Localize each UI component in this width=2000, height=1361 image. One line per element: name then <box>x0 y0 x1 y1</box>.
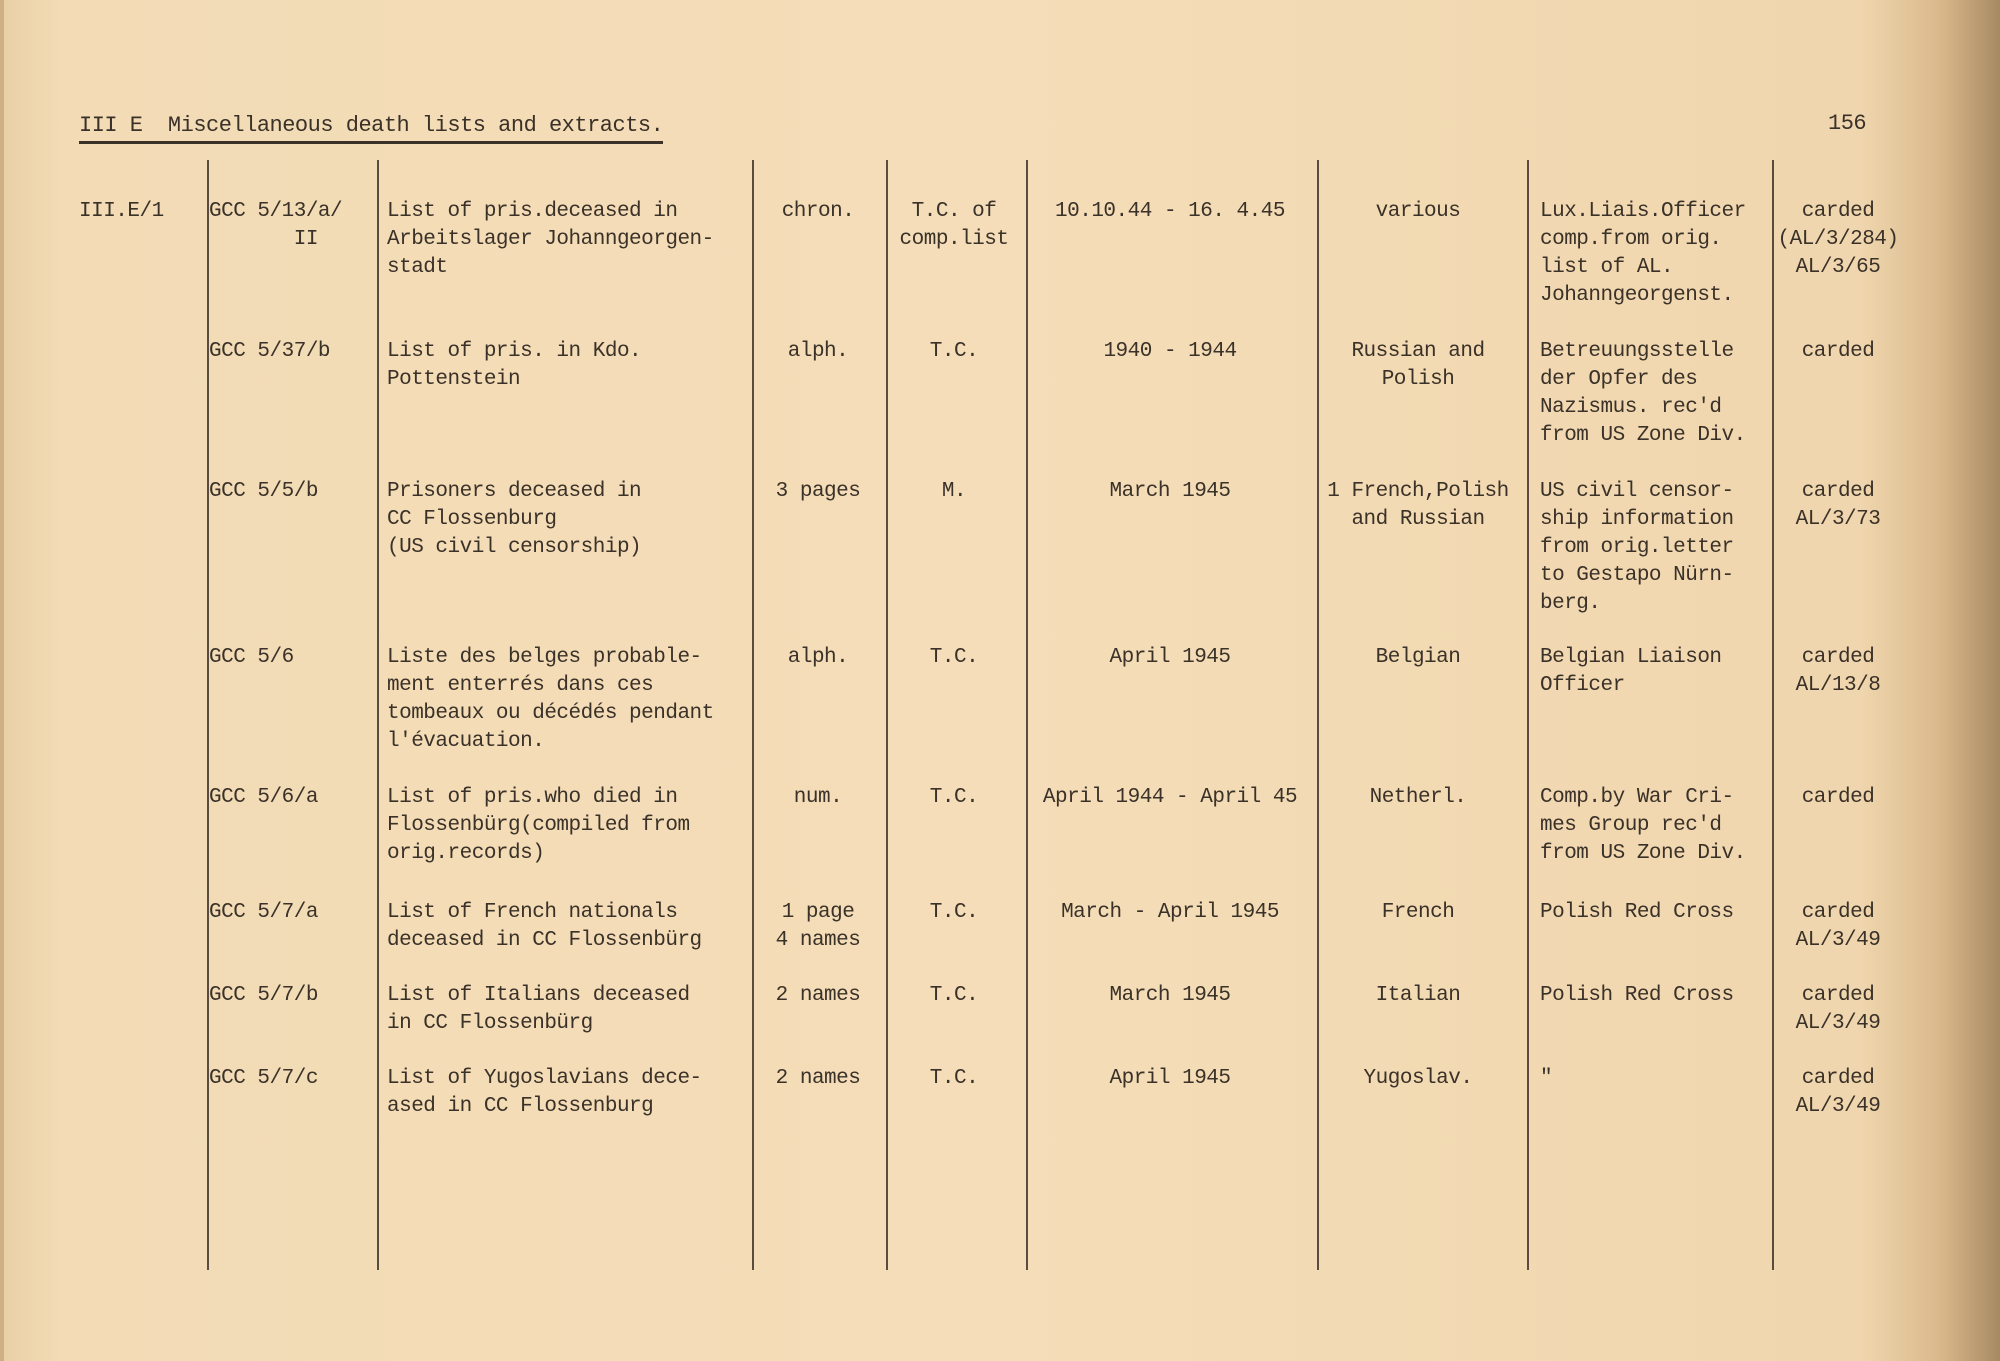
cell-dates: March 1945 <box>1109 984 1231 1007</box>
page-number: 156 <box>1828 111 1867 136</box>
cell-extent: 2 names <box>775 1067 861 1090</box>
cell-ref: GCC 5/7/a <box>209 901 318 924</box>
cell-extent: chron. <box>781 200 855 223</box>
cell-nationality: French <box>1381 901 1455 924</box>
cell-description: List of pris. in Kdo. Pottenstein <box>387 340 642 391</box>
cell-type: T.C. <box>929 901 979 924</box>
cell-type: T.C. of comp.list <box>899 200 1009 251</box>
cell-nationality: Belgian <box>1375 646 1461 669</box>
cell-extent: 3 pages <box>775 480 861 503</box>
cell-extent: num. <box>793 786 843 809</box>
cell-nationality: Netherl. <box>1369 786 1467 809</box>
cell-remarks: carded (AL/3/284) AL/3/65 <box>1777 200 1899 279</box>
cell-ref: GCC 5/37/b <box>209 340 331 363</box>
cell-description: List of French nationals deceased in CC Flossenbürg <box>387 901 702 952</box>
cell-source: Polish Red Cross <box>1540 984 1734 1007</box>
cell-description: Liste des belges probable- ment enterrés dans ces tombeaux ou décédés pendant l'évacuation. <box>387 646 714 753</box>
cell-remarks: carded AL/3/49 <box>1795 984 1881 1035</box>
cell-description: List of pris.deceased in Arbeitslager Johanngeorgen- stadt <box>387 200 714 279</box>
cell-nationality: Yugoslav. <box>1363 1067 1473 1090</box>
cell-description: Prisoners deceased in CC Flossenburg (US civil censorship) <box>387 480 642 559</box>
cell-nationality: various <box>1375 200 1461 223</box>
cell-source: Comp.by War Cri- mes Group rec'd from US Zone Div. <box>1540 786 1746 865</box>
cell-source: US civil censor- ship information from orig.letter to Gestapo Nürn- berg. <box>1540 480 1734 615</box>
cell-type: T.C. <box>929 786 979 809</box>
cell-dates: March - April 1945 <box>1061 901 1279 924</box>
cell-source: Belgian Liaison Officer <box>1540 646 1722 697</box>
cell-source: Betreuungsstelle der Opfer des Nazismus. rec'd from US Zone Div. <box>1540 340 1746 447</box>
column-divider <box>377 160 379 1270</box>
cell-dates: 1940 - 1944 <box>1103 340 1237 363</box>
cell-source: Polish Red Cross <box>1540 901 1734 924</box>
cell-remarks: carded AL/13/8 <box>1795 646 1881 697</box>
cell-nationality: Italian <box>1375 984 1461 1007</box>
column-divider <box>752 160 754 1270</box>
cell-ref: GCC 5/13/a/ II <box>209 200 343 251</box>
cell-type: T.C. <box>929 646 979 669</box>
cell-ref: GCC 5/7/b <box>209 984 318 1007</box>
cell-description: List of Yugoslavians dece- ased in CC Flossenburg <box>387 1067 702 1118</box>
column-divider <box>1527 160 1529 1270</box>
cell-remarks: carded <box>1801 786 1875 809</box>
column-divider <box>207 160 209 1270</box>
cell-remarks: carded AL/3/49 <box>1795 1067 1881 1118</box>
cell-type: M. <box>941 480 967 503</box>
column-divider <box>1026 160 1028 1270</box>
cell-type: T.C. <box>929 1067 979 1090</box>
cell-ref: GCC 5/6 <box>209 646 294 669</box>
cell-extent: 1 page 4 names <box>775 901 861 952</box>
cell-type: T.C. <box>929 984 979 1007</box>
cell-ref: GCC 5/6/a <box>209 786 318 809</box>
cell-source: Lux.Liais.Officer comp.from orig. list of AL. Johanngeorgenst. <box>1540 200 1746 307</box>
cell-remarks: carded AL/3/49 <box>1795 901 1881 952</box>
cell-nationality: Russian and Polish <box>1351 340 1485 391</box>
cell-dates: April 1944 - April 45 <box>1042 786 1298 809</box>
section-id: III.E/1 <box>79 200 164 223</box>
cell-dates: April 1945 <box>1109 646 1231 669</box>
cell-nationality: 1 French,Polish and Russian <box>1327 480 1509 531</box>
cell-extent: alph. <box>787 340 849 363</box>
column-divider <box>886 160 888 1270</box>
cell-description: List of Italians deceased in CC Flossenbürg <box>387 984 690 1035</box>
cell-dates: 10.10.44 - 16. 4.45 <box>1055 200 1285 223</box>
page-edge <box>0 0 4 1361</box>
section-title: III E Miscellaneous death lists and extracts. <box>79 112 663 144</box>
cell-extent: alph. <box>787 646 849 669</box>
cell-ref: GCC 5/7/c <box>209 1067 318 1090</box>
cell-dates: March 1945 <box>1109 480 1231 503</box>
cell-remarks: carded <box>1801 340 1875 363</box>
cell-type: T.C. <box>929 340 979 363</box>
cell-dates: April 1945 <box>1109 1067 1231 1090</box>
cell-remarks: carded AL/3/73 <box>1795 480 1881 531</box>
column-divider <box>1772 160 1774 1270</box>
column-divider <box>1317 160 1319 1270</box>
cell-extent: 2 names <box>775 984 861 1007</box>
cell-ref: GCC 5/5/b <box>209 480 318 503</box>
cell-description: List of pris.who died in Flossenbürg(compiled from orig.records) <box>387 786 690 865</box>
cell-source: " <box>1540 1067 1553 1090</box>
